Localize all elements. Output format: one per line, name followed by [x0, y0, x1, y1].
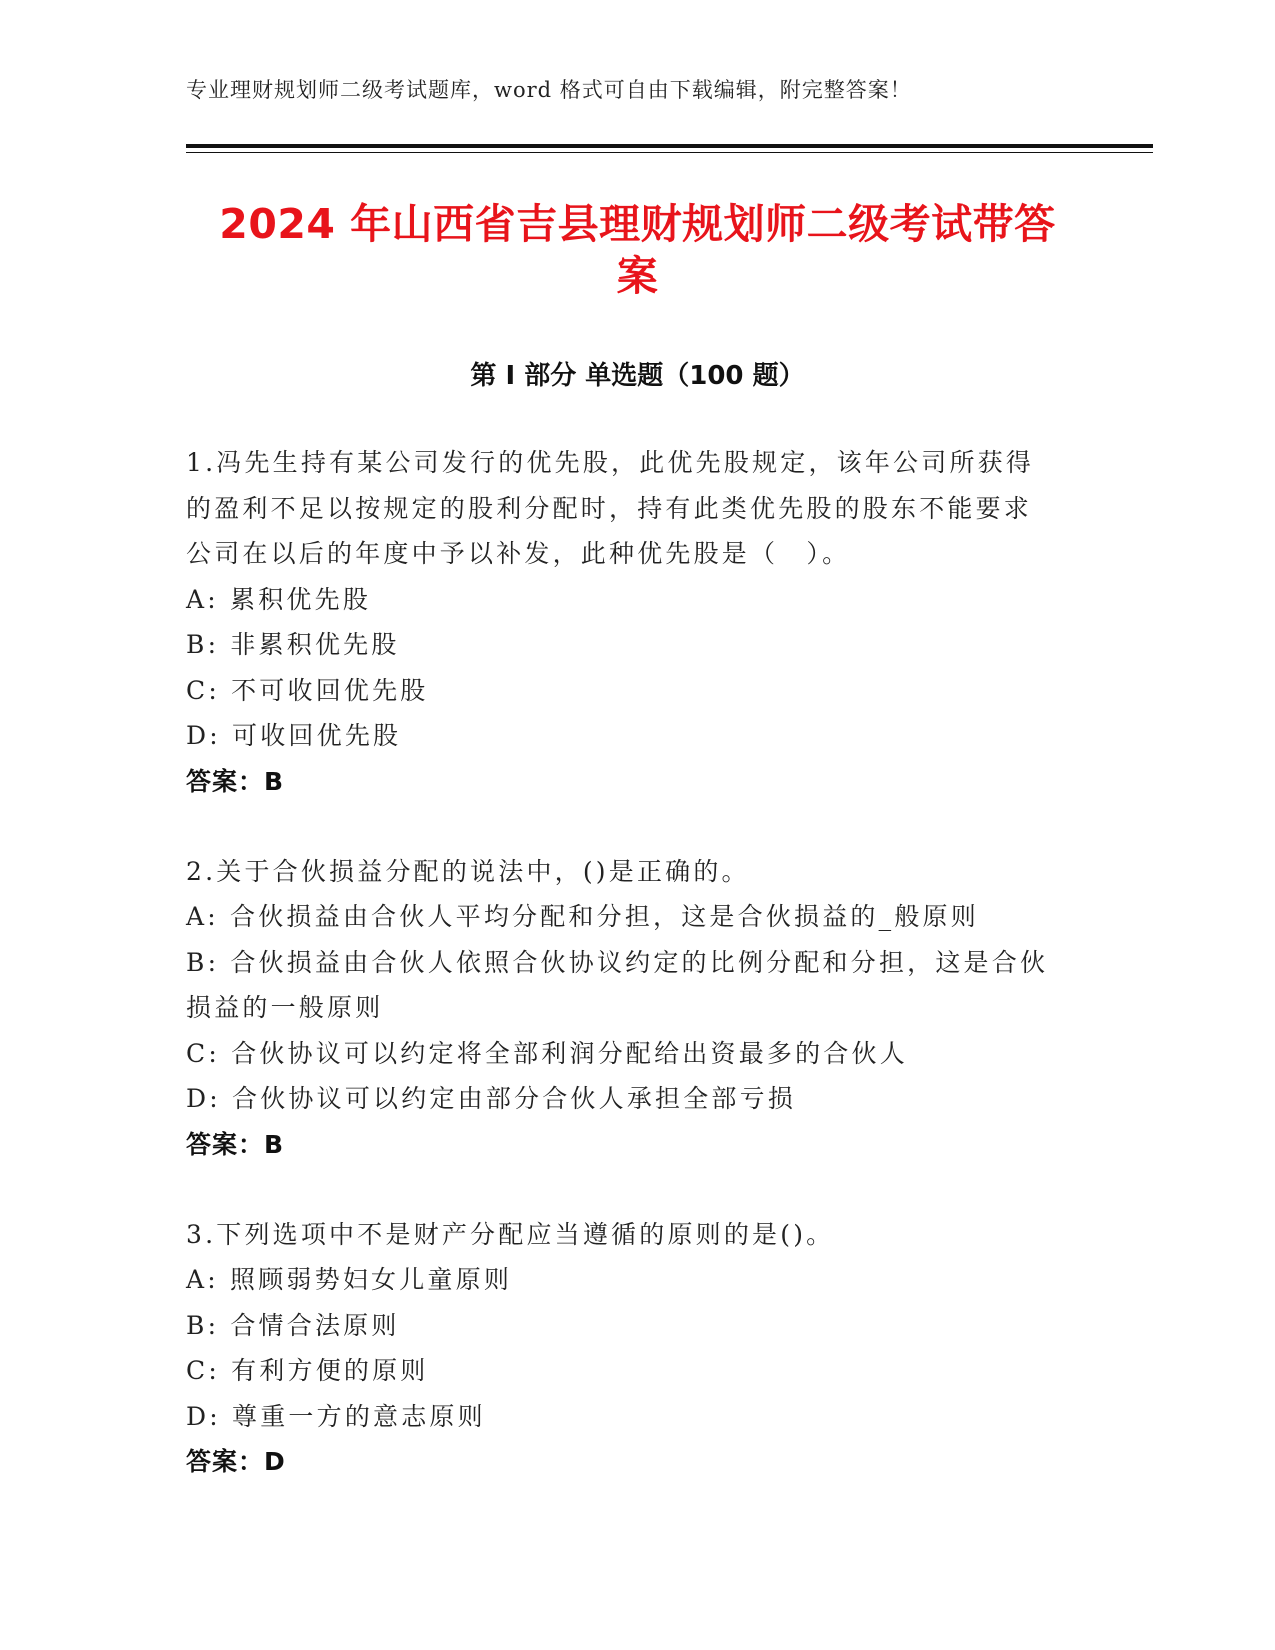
questions-list	[186, 440, 1086, 1529]
option-d: D: 合伙协议可以约定由部分合伙人承担全部亏损	[186, 1084, 797, 1113]
option-a: A: 累积优先股	[186, 584, 372, 614]
header-rule-thin	[186, 152, 1153, 153]
section-heading: 第 I 部分 单选题（100 题）	[470, 361, 805, 391]
question-2	[186, 849, 1086, 1167]
question-stem-line: 2.关于合伙损益分配的说法中，()是正确的。	[186, 856, 750, 886]
title-line-1: 2024 年山西省吉县理财规划师二级考试带答	[219, 200, 1056, 248]
option-c: C: 不可收回优先股	[186, 675, 429, 705]
option-a: A: 照顾弱势妇女儿童原则	[186, 1265, 513, 1294]
question-stem-line: 1.冯先生持有某公司发行的优先股，此优先股规定，该年公司所获得	[186, 448, 1035, 477]
answer-label: 答案：B	[186, 1129, 285, 1159]
option-b-continued: 损益的一般原则	[186, 993, 384, 1022]
title-line-2: 案	[616, 252, 659, 300]
answer-label: 答案：D	[186, 1447, 286, 1476]
option-c: C: 合伙协议可以约定将全部利润分配给出资最多的合伙人	[186, 1038, 908, 1068]
option-b: B: 合伙损益由合伙人依照合伙协议约定的比例分配和分担，这是合伙	[186, 947, 1049, 977]
question-1	[186, 440, 1086, 804]
option-a: A: 合伙损益由合伙人平均分配和分担，这是合伙损益的_般原则	[186, 902, 979, 931]
question-stem-line: 的盈利不足以按规定的股利分配时，持有此类优先股的股东不能要求	[186, 493, 1033, 523]
question-stem-line: 公司在以后的年度中予以补发，此种优先股是（ ）。	[186, 539, 851, 568]
header-rule-thick	[186, 144, 1153, 148]
option-c: C: 有利方便的原则	[186, 1356, 429, 1385]
option-b: B: 非累积优先股	[186, 630, 400, 659]
option-b: B: 合情合法原则	[186, 1310, 400, 1340]
option-d: D: 可收回优先股	[186, 721, 402, 750]
page-header-note: 专业理财规划师二级考试题库，word 格式可自由下载编辑，附完整答案！	[186, 78, 912, 102]
question-stem-line: 3.下列选项中不是财产分配应当遵循的原则的是()。	[186, 1219, 835, 1249]
option-d: D: 尊重一方的意志原则	[186, 1401, 486, 1431]
question-3	[186, 1212, 1086, 1485]
document-title	[150, 198, 1125, 302]
answer-label: 答案：B	[186, 766, 285, 796]
